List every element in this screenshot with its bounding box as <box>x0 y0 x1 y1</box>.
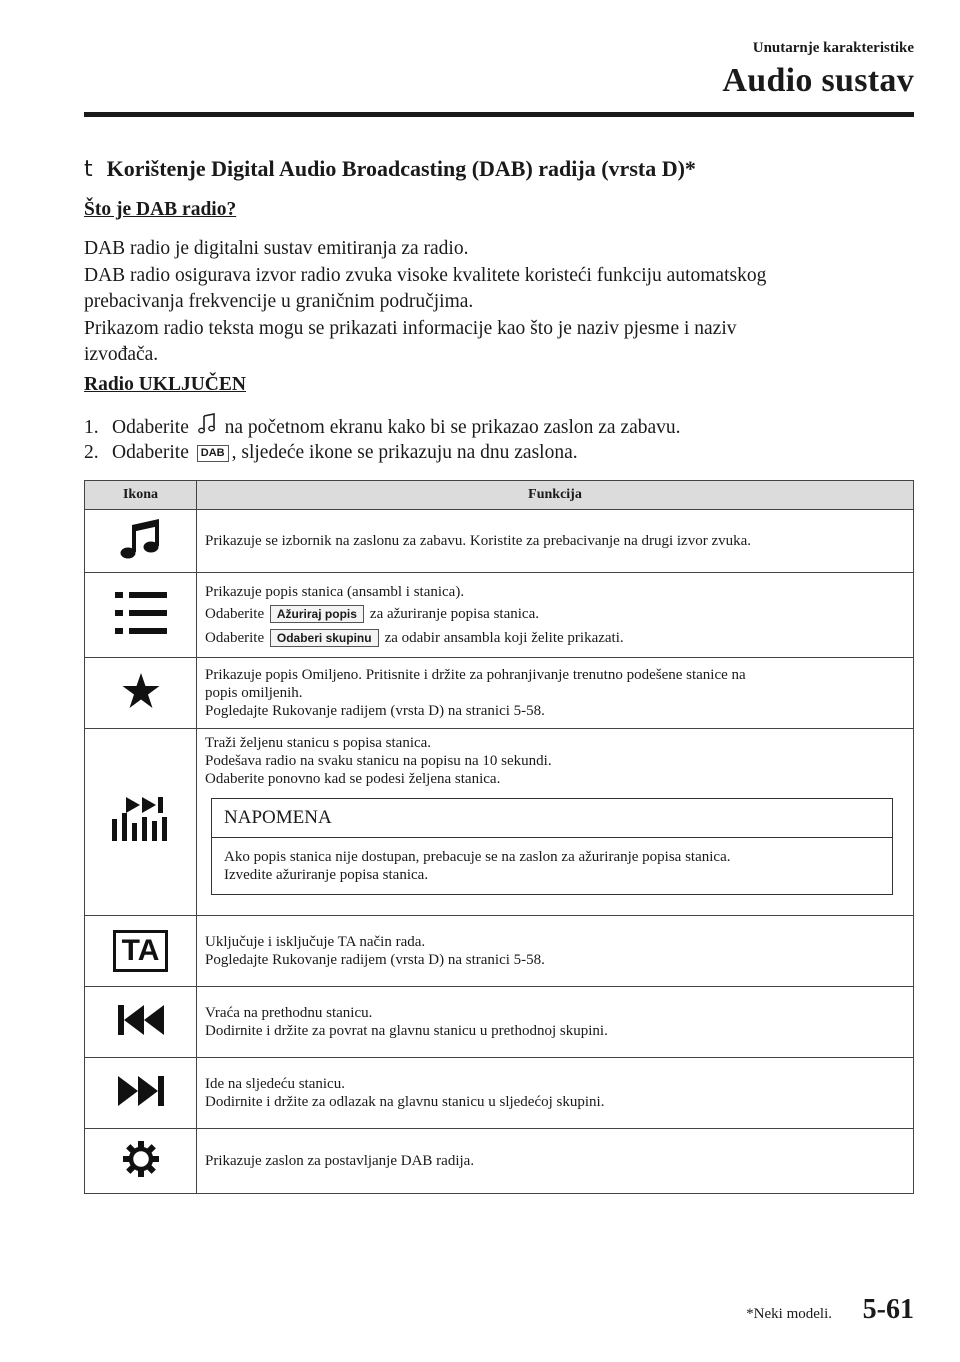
desc-text: Odaberite <box>205 606 265 622</box>
step-number: 2. <box>84 442 99 463</box>
desc-line: Dodirnite i držite za odlazak na glavnu stanicu u sljedećoj skupini. <box>205 1094 605 1110</box>
music-note-icon <box>198 413 216 443</box>
table-header-row <box>85 481 914 510</box>
header-function: Funkcija <box>197 481 914 510</box>
table-row-prev <box>85 987 914 1058</box>
row-desc: Prikazuje se izbornik na zaslonu za zabavu. Koristite za prebacivanje na drugi izvor zvuka. <box>197 510 914 573</box>
note-line: Ako popis stanica nije dostupan, prebacuje se na zaslon za ažuriranje popisa stanica. <box>224 849 731 865</box>
icon-function-table <box>84 480 914 1194</box>
desc-line: Podešava radio na svaku stanicu na popisu na 10 sekundi. <box>205 753 552 769</box>
table-row-settings <box>85 1129 914 1194</box>
page-number: 5-61 <box>862 1294 914 1325</box>
scan-icon <box>85 729 197 916</box>
desc-line: Pogledajte Rukovanje radijem (vrsta D) na stranici 5-58. <box>205 703 545 719</box>
step-text-post: , sljedeće ikone se prikazuju na dnu zaslona. <box>231 442 578 463</box>
desc-line <box>205 605 905 623</box>
header-rule <box>84 112 914 117</box>
desc-line: popis omiljenih. <box>205 685 303 701</box>
dab-button-icon: DAB <box>197 445 229 462</box>
row-desc <box>197 573 914 658</box>
desc-line: Pogledajte Rukovanje radijem (vrsta D) na stranici 5-58. <box>205 952 545 968</box>
row-desc <box>197 987 914 1058</box>
desc-line: Odaberite ponovno kad se podesi željena stanica. <box>205 771 501 787</box>
header-kicker: Unutarnje karakteristike <box>752 40 914 56</box>
select-group-button: Odaberi skupinu <box>270 629 379 647</box>
music-note-icon <box>85 510 197 573</box>
header-icon: Ikona <box>85 481 197 510</box>
section-heading-text: Korištenje Digital Audio Broadcasting (DAB) radija (vrsta D)* <box>106 156 696 181</box>
table-row-station-list <box>85 573 914 658</box>
section-marker: t <box>84 157 93 182</box>
desc-line: Ide na sljedeću stanicu. <box>205 1076 345 1092</box>
step-text-pre: Odaberite <box>112 417 189 438</box>
intro-line: DAB radio je digitalni sustav emitiranja za radio. <box>84 238 469 259</box>
step-2 <box>84 440 578 466</box>
note-box <box>211 798 893 895</box>
skip-next-icon <box>85 1058 197 1129</box>
desc-line: Vraća na prethodnu stanicu. <box>205 1005 373 1021</box>
desc-line: Prikazuje popis Omiljeno. Pritisnite i držite za pohranjivanje trenutno podešene stanice na <box>205 667 746 683</box>
skip-previous-icon <box>85 987 197 1058</box>
step-text-post: na početnom ekranu kako bi se prikazao zaslon za zabavu. <box>224 417 681 438</box>
desc-line <box>205 629 905 647</box>
desc-text: Odaberite <box>205 630 265 646</box>
desc-text: za odabir ansambla koji želite prikazati. <box>384 630 624 646</box>
desc-line: Uključuje i isključuje TA način rada. <box>205 934 426 950</box>
table-row-music <box>85 510 914 573</box>
row-desc <box>197 1058 914 1129</box>
what-is-dab-heading: Što je DAB radio? <box>84 199 237 220</box>
header-title: Audio sustav <box>722 62 914 99</box>
row-desc: Prikazuje zaslon za postavljanje DAB radija. <box>197 1129 914 1194</box>
step-number: 1. <box>84 417 99 438</box>
table-row-favorite <box>85 658 914 729</box>
ta-icon <box>85 916 197 987</box>
row-desc <box>197 916 914 987</box>
intro-line: izvođača. <box>84 344 159 365</box>
footnote: *Neki modeli. <box>746 1306 832 1322</box>
star-icon <box>85 658 197 729</box>
step-1 <box>84 413 681 443</box>
section-heading <box>84 156 696 182</box>
station-list-icon <box>85 573 197 658</box>
row-desc <box>197 729 914 916</box>
table-row-next <box>85 1058 914 1129</box>
radio-on-heading: Radio UKLJUČEN <box>84 374 246 395</box>
desc-text: za ažuriranje popisa stanica. <box>369 606 539 622</box>
desc-line: Dodirnite i držite za povrat na glavnu stanicu u prethodnoj skupini. <box>205 1023 608 1039</box>
note-title: NAPOMENA <box>212 799 892 838</box>
gear-icon <box>85 1129 197 1194</box>
table-row-ta <box>85 916 914 987</box>
intro-line: prebacivanja frekvencije u graničnim područjima. <box>84 291 474 312</box>
table-row-scan <box>85 729 914 916</box>
update-list-button: Ažuriraj popis <box>270 605 364 623</box>
intro-paragraph <box>84 236 904 369</box>
step-text-pre: Odaberite <box>112 442 189 463</box>
intro-line: DAB radio osigurava izvor radio zvuka visoke kvalitete koristeći funkciju automatskog <box>84 264 767 286</box>
desc-line: Traži željenu stanicu s popisa stanica. <box>205 735 432 751</box>
note-line: Izvedite ažuriranje popisa stanica. <box>224 867 429 883</box>
row-desc <box>197 658 914 729</box>
ta-icon-label: TA <box>113 930 169 972</box>
desc-line: Prikazuje popis stanica (ansambl i stanica). <box>205 584 465 600</box>
intro-line: Prikazom radio teksta mogu se prikazati informacije kao što je naziv pjesme i naziv <box>84 317 737 339</box>
note-body <box>212 838 892 894</box>
